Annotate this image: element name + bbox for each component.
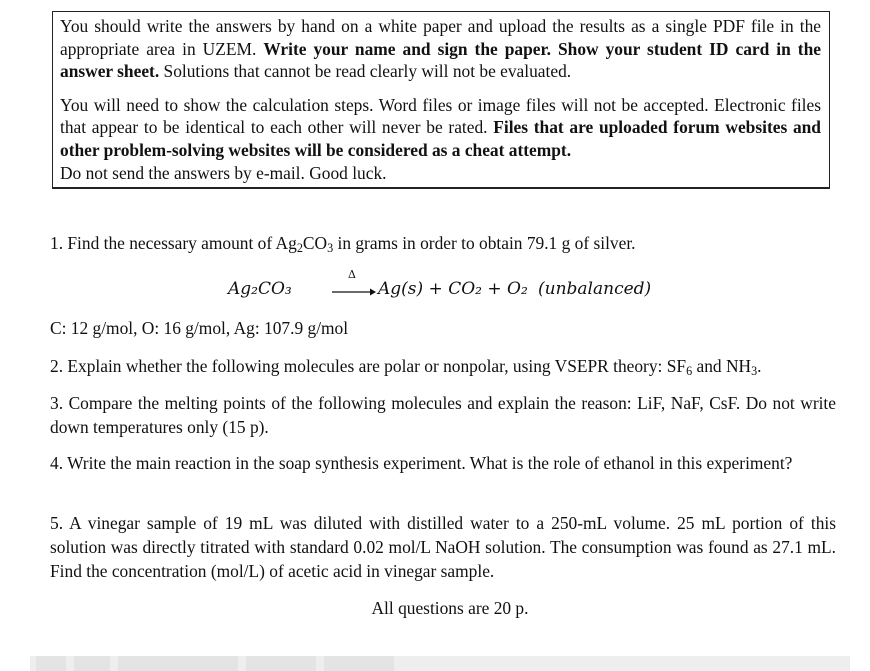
subscript: 6: [686, 364, 693, 379]
question-text: 1. Find the necessary amount of Ag: [50, 233, 297, 253]
instructions-box: [52, 11, 830, 189]
molar-masses: C: 12 g/mol, O: 16 g/mol, Ag: 107.9 g/mol: [50, 318, 349, 338]
equation-note: (unbalanced): [538, 279, 652, 299]
question-text: CO: [302, 233, 328, 253]
bottom-toolbar-strip: [30, 656, 850, 671]
question-text: .: [757, 356, 762, 376]
instructions-bold-text: Files that are uploaded forum websites and other problem-solving websites will be considered as a cheat attempt.: [60, 117, 821, 160]
subscript: 3: [327, 241, 334, 256]
instructions-paragraph-2: [60, 94, 821, 184]
instructions-text: You should write the answers by hand on a white paper and upload the results as a single PDF file in the appropriate area in UZEM.: [60, 16, 821, 59]
points-note: All questions are 20 p.: [371, 598, 529, 618]
toolbar-segment: [246, 656, 316, 671]
question-1: [50, 231, 836, 255]
question-3: 3. Compare the melting points of the following molecules and explain the reason: LiF, NaF, CsF. Do not write down temperatures only (15 p).: [50, 393, 836, 437]
heat-symbol: Δ: [348, 268, 356, 281]
instructions-text: You will need to show the calculation steps. Word files or image files will not be accepted. Electronic files that appear to be identical to each other will never be rated.: [60, 94, 821, 138]
question-text: and NH: [692, 356, 752, 376]
reaction-arrow-icon: [332, 286, 376, 298]
question-5: 5. A vinegar sample of 19 mL was diluted with distilled water to a 250-mL volume. 25 mL portion of this solution was directly titrated with standard 0.02 mol/L NaOH solution. The consumption was found as 27.1 mL. Find the concentration (mol/L) of acetic acid in vinegar sample.: [50, 513, 836, 581]
instructions-bold-text: Write your name and sign the paper. Show your student ID card in the answer sheet.: [60, 38, 821, 82]
subscript: 3: [751, 364, 758, 379]
toolbar-segment: [324, 656, 394, 671]
question-2: [50, 354, 836, 378]
instructions-text: Solutions that cannot be read clearly will not be evaluated.: [159, 61, 572, 82]
toolbar-segment: [74, 656, 110, 671]
subscript: 2: [296, 241, 303, 256]
question-4: 4. Write the main reaction in the soap synthesis experiment. What is the role of ethanol in this experiment?: [50, 453, 793, 473]
instructions-paragraph-1: [60, 15, 821, 83]
toolbar-segment: [36, 656, 66, 671]
instructions-text: Do not send the answers by e-mail. Good luck.: [60, 162, 387, 183]
question-text: 2. Explain whether the following molecules are polar or nonpolar, using VSEPR theory: SF: [50, 356, 687, 376]
equation-products: Ag(s) + CO₂ + O₂: [378, 279, 528, 299]
toolbar-segment: [118, 656, 238, 671]
equation-reactant: Ag₂CO₃: [228, 279, 292, 299]
question-text: in grams in order to obtain 79.1 g of silver.: [333, 233, 636, 253]
